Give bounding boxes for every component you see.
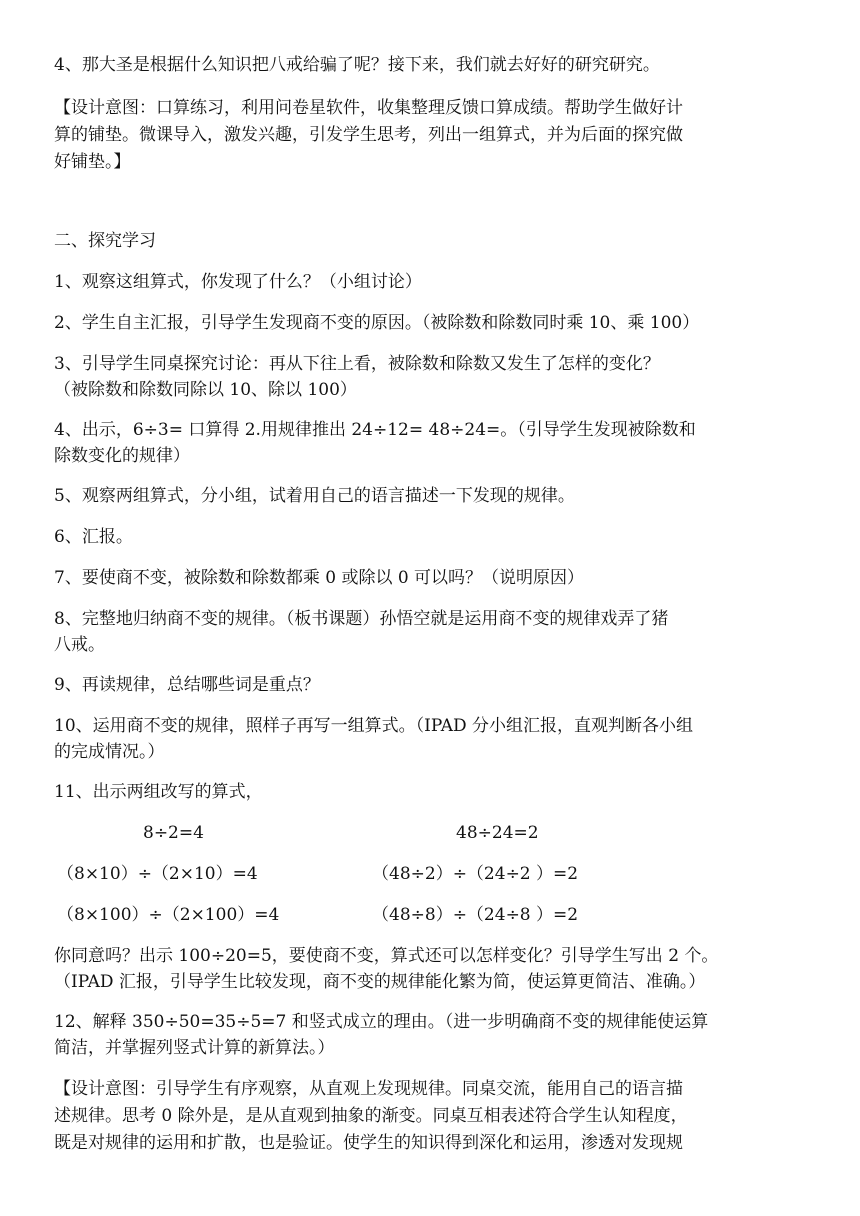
design-intent-1-line-3: 好铺垫。】 <box>54 152 131 172</box>
step-4-line-1: 4、出示，6÷3= 口算得 2.用规律推出 24÷12= 48÷24=。（引导学生发现被除数和 <box>54 420 696 440</box>
step-3-line-1: 3、引导学生同桌探究讨论：再从下往上看，被除数和除数又发生了怎样的变化？ <box>54 354 660 374</box>
equation-left-3: （8×100）÷（2×100）=4 <box>57 905 280 925</box>
step-7: 7、要使商不变，被除数和除数都乘 0 或除以 0 可以吗？（说明原因） <box>54 568 585 588</box>
step-10-line-2: 的完成情况。） <box>54 742 165 762</box>
step-11-question-line-2: （IPAD 汇报，引导学生比较发现，商不变的规律能化繁为简，使运算更简洁、准确。） <box>54 972 706 992</box>
step-2: 2、学生自主汇报，引导学生发现商不变的原因。（被除数和除数同时乘 10、乘 100） <box>54 313 700 333</box>
step-12-line-2: 简洁，并掌握列竖式计算的新算法。） <box>54 1038 335 1058</box>
step-10-line-1: 10、运用商不变的规律，照样子再写一组算式。（IPAD 分小组汇报，直观判断各小组 <box>54 716 694 736</box>
step-1: 1、观察这组算式，你发现了什么？（小组讨论） <box>54 272 422 292</box>
design-intent-2-line-2: 述规律。思考 0 除外是，是从直观到抽象的渐变。同桌互相表述符合学生认知程度， <box>54 1106 688 1126</box>
equation-left-1: 8÷2=4 <box>143 823 204 843</box>
step-11: 11、出示两组改写的算式， <box>54 782 263 802</box>
line-intro-4: 4、那大圣是根据什么知识把八戒给骗了呢？接下来，我们就去好好的研究研究。 <box>54 55 660 75</box>
design-intent-1-line-1: 【设计意图：口算练习，利用问卷星软件，收集整理反馈口算成绩。帮助学生做好计 <box>54 98 683 118</box>
equation-right-1: 48÷24=2 <box>456 823 539 843</box>
design-intent-1-line-2: 算的铺垫。微课导入，激发兴趣，引发学生思考，列出一组算式，并为后面的探究做 <box>54 125 683 145</box>
section-heading: 二、探究学习 <box>54 231 156 251</box>
design-intent-2-line-3: 既是对规律的运用和扩散，也是验证。使学生的知识得到深化和运用，渗透对发现规 <box>54 1133 683 1153</box>
equation-right-2: （48÷2）÷（24÷2 ）=2 <box>372 864 579 884</box>
step-6: 6、汇报。 <box>54 527 133 547</box>
equation-left-2: （8×10）÷（2×10）=4 <box>57 864 258 884</box>
step-9: 9、再读规律，总结哪些词是重点？ <box>54 675 320 695</box>
step-8-line-2: 八戒。 <box>54 635 105 655</box>
step-8-line-1: 8、完整地归纳商不变的规律。（板书课题）孙悟空就是运用商不变的规律戏弄了猪 <box>54 609 669 629</box>
step-4-line-2: 除数变化的规律） <box>54 446 190 466</box>
equation-right-3: （48÷8）÷（24÷8 ）=2 <box>372 905 579 925</box>
step-12-line-1: 12、解释 350÷50=35÷5=7 和竖式成立的理由。（进一步明确商不变的规律能使运算 <box>54 1012 709 1032</box>
step-3-line-2: （被除数和除数同除以 10、除以 100） <box>54 380 357 400</box>
design-intent-2-line-1: 【设计意图：引导学生有序观察，从直观上发现规律。同桌交流，能用自己的语言描 <box>54 1079 683 1099</box>
step-5: 5、观察两组算式，分小组，试着用自己的语言描述一下发现的规律。 <box>54 486 575 506</box>
step-11-question-line-1: 你同意吗？出示 100÷20=5，要使商不变，算式还可以怎样变化？引导学生写出 2 个。 <box>54 946 719 966</box>
